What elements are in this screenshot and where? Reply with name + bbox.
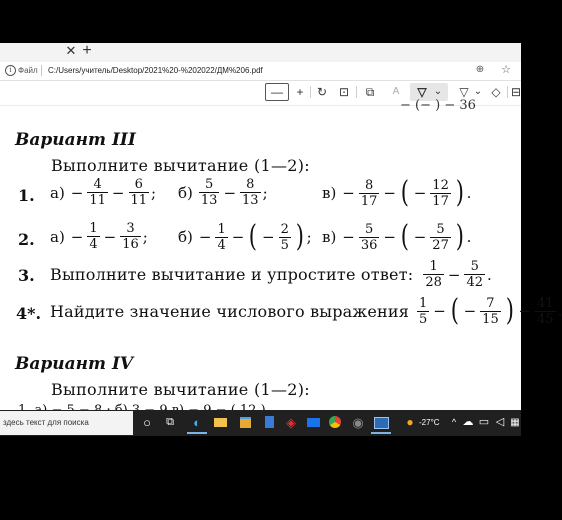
task-number: 2.	[18, 230, 35, 249]
numerator: 2	[280, 221, 289, 237]
punctuation: .	[487, 265, 492, 284]
star-icon[interactable]: ☆	[501, 64, 511, 76]
punctuation: ;	[151, 183, 157, 202]
numerator: 8	[246, 177, 255, 192]
item-label: а)	[50, 183, 65, 202]
denominator: 11	[130, 193, 148, 208]
denominator: 4	[89, 237, 98, 252]
media-icon[interactable]: ◉	[352, 415, 364, 430]
chrome-icon[interactable]	[328, 415, 342, 430]
task-1v	[322, 175, 472, 210]
minus-sign: −	[262, 228, 275, 246]
numerator: 1	[89, 221, 98, 236]
minus-sign: −	[231, 228, 245, 246]
fraction	[129, 178, 150, 207]
minus-sign: −	[70, 183, 84, 202]
pdf-page	[0, 98, 562, 410]
close-tab-icon[interactable]: ✕	[65, 43, 77, 58]
cut-off-text: − (− ) − 36	[400, 98, 476, 113]
read-aloud-icon[interactable]: A	[392, 86, 400, 97]
numerator: 5	[470, 259, 479, 274]
fraction	[430, 223, 451, 252]
weather-icon[interactable]: ●	[406, 415, 414, 429]
denominator: 5	[280, 237, 289, 253]
item-label: в)	[322, 228, 337, 246]
denominator: 13	[200, 193, 218, 208]
minus-sign: −	[103, 227, 117, 246]
zoom-icon[interactable]: ⊕	[475, 64, 485, 75]
widgets-icon[interactable]: ⧉	[166, 416, 174, 428]
denominator: 17	[432, 193, 449, 209]
numerator: 4	[93, 177, 102, 192]
variant-4-title: Вариант IV	[15, 354, 134, 374]
url-text[interactable]: C:/Users/учитель/Desktop/2021%20-%202022/ДМ%206.pdf	[48, 66, 263, 75]
punctuation: ;	[306, 228, 312, 246]
left-paren: (	[450, 293, 459, 328]
punctuation: ;	[142, 227, 148, 246]
denominator: 5	[419, 311, 428, 327]
item-label: а)	[50, 227, 65, 246]
denominator: 27	[432, 237, 449, 253]
temperature-text[interactable]: -27°C	[419, 418, 440, 427]
edge-icon[interactable]: ◐	[193, 415, 201, 430]
variant-3-title: Вариант III	[15, 130, 136, 150]
denominator: 15	[482, 311, 499, 327]
task-3	[50, 260, 492, 289]
item-label: в)	[322, 184, 337, 202]
minus-sign: −	[223, 183, 237, 202]
numerator: 5	[365, 221, 374, 237]
denominator: 16	[122, 237, 139, 252]
fraction	[87, 178, 108, 207]
item-label: б)	[178, 183, 193, 202]
fraction	[480, 297, 501, 326]
chevron-up-icon[interactable]: ^	[451, 417, 457, 427]
new-tab-button[interactable]: +	[82, 42, 92, 59]
punctuation: .	[466, 228, 472, 246]
minus-sign: −	[383, 228, 396, 246]
numerator: 41	[537, 295, 554, 311]
denominator: 42	[466, 275, 484, 290]
numerator: 5	[205, 177, 214, 192]
left-paren: (	[249, 219, 258, 254]
minus-sign: −	[447, 265, 461, 284]
minus-sign: −	[342, 228, 355, 246]
denominator: 11	[89, 193, 106, 208]
divider	[507, 86, 508, 98]
fit-page-icon[interactable]: ⊡	[338, 85, 350, 99]
divider	[356, 86, 357, 98]
minus-sign: −	[70, 227, 84, 246]
denominator: 4	[217, 237, 226, 253]
denominator: 28	[425, 275, 442, 290]
search-placeholder: здесь текст для поиска	[3, 418, 89, 427]
page-view-icon[interactable]: ⧉	[365, 85, 375, 99]
fraction	[535, 297, 556, 326]
minus-sign: −	[463, 302, 477, 320]
fraction	[279, 223, 291, 252]
keyboard-icon[interactable]: ▦	[510, 417, 520, 428]
mail-icon[interactable]	[306, 415, 320, 430]
fraction	[464, 260, 485, 289]
fraction	[120, 222, 141, 251]
active-app-indicator	[371, 432, 391, 434]
divider	[310, 86, 311, 98]
fraction	[240, 178, 261, 207]
denominator: 45	[537, 311, 554, 327]
numerator: 8	[365, 177, 374, 193]
files-icon[interactable]	[238, 415, 252, 430]
erase-icon[interactable]: ◇	[491, 85, 501, 99]
task-view-icon[interactable]: ○	[143, 415, 151, 430]
rotate-icon[interactable]: ↻	[316, 85, 328, 99]
network-icon[interactable]: ▭	[478, 416, 490, 428]
volume-icon[interactable]: ◁	[495, 416, 505, 428]
numerator: 1	[217, 221, 226, 237]
denominator: 36	[360, 237, 378, 253]
right-paren: )	[295, 219, 304, 254]
minus-sign: −	[518, 302, 532, 320]
task-1a	[50, 178, 156, 207]
minus-sign: −	[413, 184, 427, 202]
fraction	[87, 222, 99, 251]
right-paren: )	[455, 175, 464, 210]
zoom-in-button[interactable]: +	[296, 85, 304, 99]
minus-sign: −	[383, 184, 396, 202]
task-2v	[322, 219, 472, 254]
draw-icon[interactable]: ▽	[417, 85, 427, 99]
punctuation: .	[466, 184, 472, 202]
app-icon[interactable]	[374, 415, 388, 430]
explorer-icon[interactable]	[213, 415, 227, 430]
task-number: 3.	[18, 266, 35, 285]
task-text: Найдите значение числового выражения	[50, 301, 410, 321]
highlight-dropdown-icon[interactable]: ⌄	[473, 86, 483, 97]
highlight-icon[interactable]: ▽	[459, 85, 469, 99]
antivirus-icon[interactable]: ◈	[286, 415, 296, 430]
item-label: б)	[178, 228, 193, 246]
task-text: Выполните вычитание и упростите ответ:	[50, 265, 414, 284]
numerator: 3	[126, 221, 135, 236]
divider	[41, 65, 42, 76]
minus-sign: −	[198, 228, 212, 246]
fraction	[215, 223, 227, 252]
minus-sign: −	[342, 184, 355, 202]
fraction	[430, 179, 451, 208]
task-2b	[178, 219, 312, 254]
fraction	[359, 179, 380, 208]
right-paren: )	[505, 293, 514, 328]
instruction-text: Выполните вычитание (1—2):	[51, 156, 310, 175]
numerator: 12	[432, 177, 449, 193]
draw-dropdown-icon[interactable]: ⌄	[433, 86, 443, 97]
fraction	[417, 297, 429, 326]
more-icon[interactable]: ⊟	[510, 85, 522, 99]
task-2a	[50, 222, 148, 251]
left-paren: (	[400, 219, 409, 254]
task-number: 4*.	[16, 304, 42, 323]
numerator: 6	[134, 177, 143, 192]
minus-sign: −	[111, 183, 125, 202]
fraction	[359, 223, 380, 252]
fraction	[423, 260, 444, 289]
right-paren: )	[455, 219, 464, 254]
punctuation: .	[557, 302, 562, 320]
denominator: 17	[360, 193, 378, 209]
active-app-indicator	[187, 432, 207, 434]
fraction	[199, 178, 220, 207]
minus-sign: −	[413, 228, 427, 246]
numerator: 7	[486, 295, 495, 311]
tab-strip	[0, 43, 521, 62]
notes-icon[interactable]	[262, 415, 276, 430]
task-number: 1.	[18, 186, 35, 205]
task-4	[50, 293, 562, 328]
numerator: 5	[436, 221, 445, 237]
cloud-icon[interactable]: ☁	[462, 416, 474, 428]
file-label: Файл	[18, 66, 38, 75]
task-1b	[178, 178, 268, 207]
info-icon[interactable]: i	[5, 65, 16, 76]
left-paren: (	[400, 175, 409, 210]
minus-sign: −	[433, 302, 446, 320]
numerator: 1	[419, 295, 428, 311]
denominator: 13	[242, 193, 259, 208]
punctuation: ;	[262, 183, 268, 202]
zoom-out-button[interactable]: —	[265, 83, 289, 101]
instruction-text: Выполните вычитание (1—2):	[51, 380, 310, 399]
numerator: 1	[429, 259, 438, 274]
